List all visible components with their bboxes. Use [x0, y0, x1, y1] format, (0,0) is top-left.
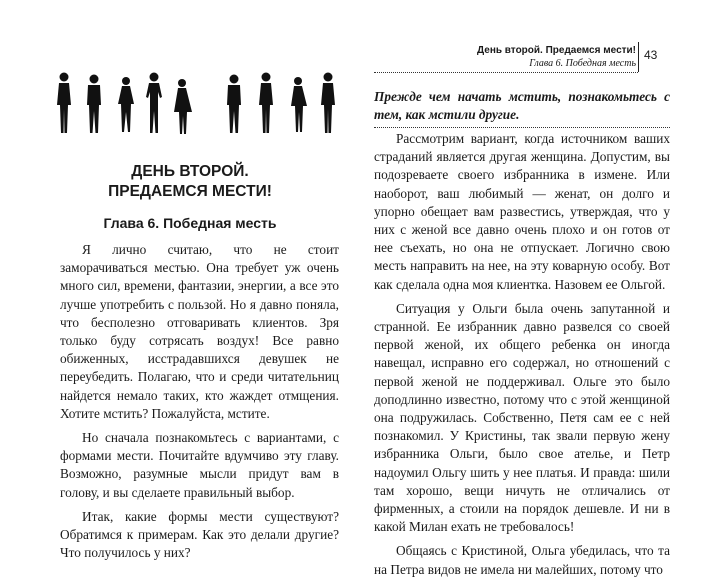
paragraph: Итак, какие формы мести существуют? Обратимся к примерам. Как это делали другие? Что получилось у них? [60, 508, 339, 561]
running-header-chapter: Глава 6. Победная месть [529, 58, 636, 69]
page-number: 43 [644, 48, 658, 62]
left-body-text [60, 241, 339, 568]
header-divider [638, 42, 639, 72]
business-people-silhouettes-illustration [48, 72, 348, 134]
paragraph: Ситуация у Ольги была очень запутанной и странной. Ее избранник давно развелся со своей первой женой, их общего ребенка он иногда навещал, исправно его содержал, но отношений с первой женой не поддерживал. Ольге это было доподлинно известно, потому что с этой женщиной она подружилась. Собственно, Петя сам ее с ней познакомил. У Кристины, так звали первую жену избранника Ольги, было свое ателье, и Петр надоумил Ольгу шить у нее платья. И правда: шили там хорошо, вещи ничуть не отличались от фирменных, а стоили на порядок дешевле. И ни в какой Милан ехать не требовалось! [374, 300, 670, 535]
callout-rule [374, 127, 670, 128]
right-page [360, 0, 719, 577]
running-header [460, 44, 636, 70]
chapter-title-line-2: ПРЕДАЕМСЯ МЕСТИ! [108, 183, 272, 200]
header-rule [374, 72, 638, 73]
highlight-callout: Прежде чем начать мстить, познакомьтесь с тем, как мстили другие. [374, 89, 670, 122]
paragraph: Общаясь с Кристиной, Ольга убедилась, что та на Петра видов не имела ни малейших, потому что [374, 543, 670, 577]
left-page [0, 0, 360, 561]
paragraph: Я лично считаю, что не стоит заморачиваться местью. Она требует уж очень много сил, времени, фантазии, энергии, а все это лучше употребить с пользой. Но я давно поняла, что бесполезно отговаривать клиентов. Зря только буду сотрясать воздух! Все равно обиженных, исстрадавшихся девушек не переубедить. Полагаю, что и среди читательниц найдется немало таких, кто жаждет отмщения. Хотите мстить? Пожалуйста, мстите. [60, 242, 339, 421]
running-header-part: День второй. Предаемся мести! [477, 45, 636, 56]
chapter-title [70, 162, 310, 202]
paragraph: Но сначала познакомьтесь с вариантами, с формами мести. Почитайте вдумчиво эту главу. Возможно, разумные мысли придут вам в голову, и вы сделаете правильный выбор. [60, 430, 339, 500]
section-title: Глава 6. Победная месть [103, 215, 277, 231]
paragraph: Рассмотрим вариант, когда источником ваших страданий является другая женщина. Допустим, вы подозреваете своего избранника в измене. Или наоборот, ваш любимый — женат, он долго и упорно обещает вам развестись, утверждая, что у них с женой все давно очень плохо и он готов от нее съехать, но она не отпускает. Логично свою месть направить на нее, на эту коварную особу. Вот как сделала одна моя клиентка. Назовем ее Ольгой. [374, 131, 670, 292]
chapter-title-line-1: ДЕНЬ ВТОРОЙ. [131, 163, 249, 180]
right-body-text [374, 130, 670, 585]
